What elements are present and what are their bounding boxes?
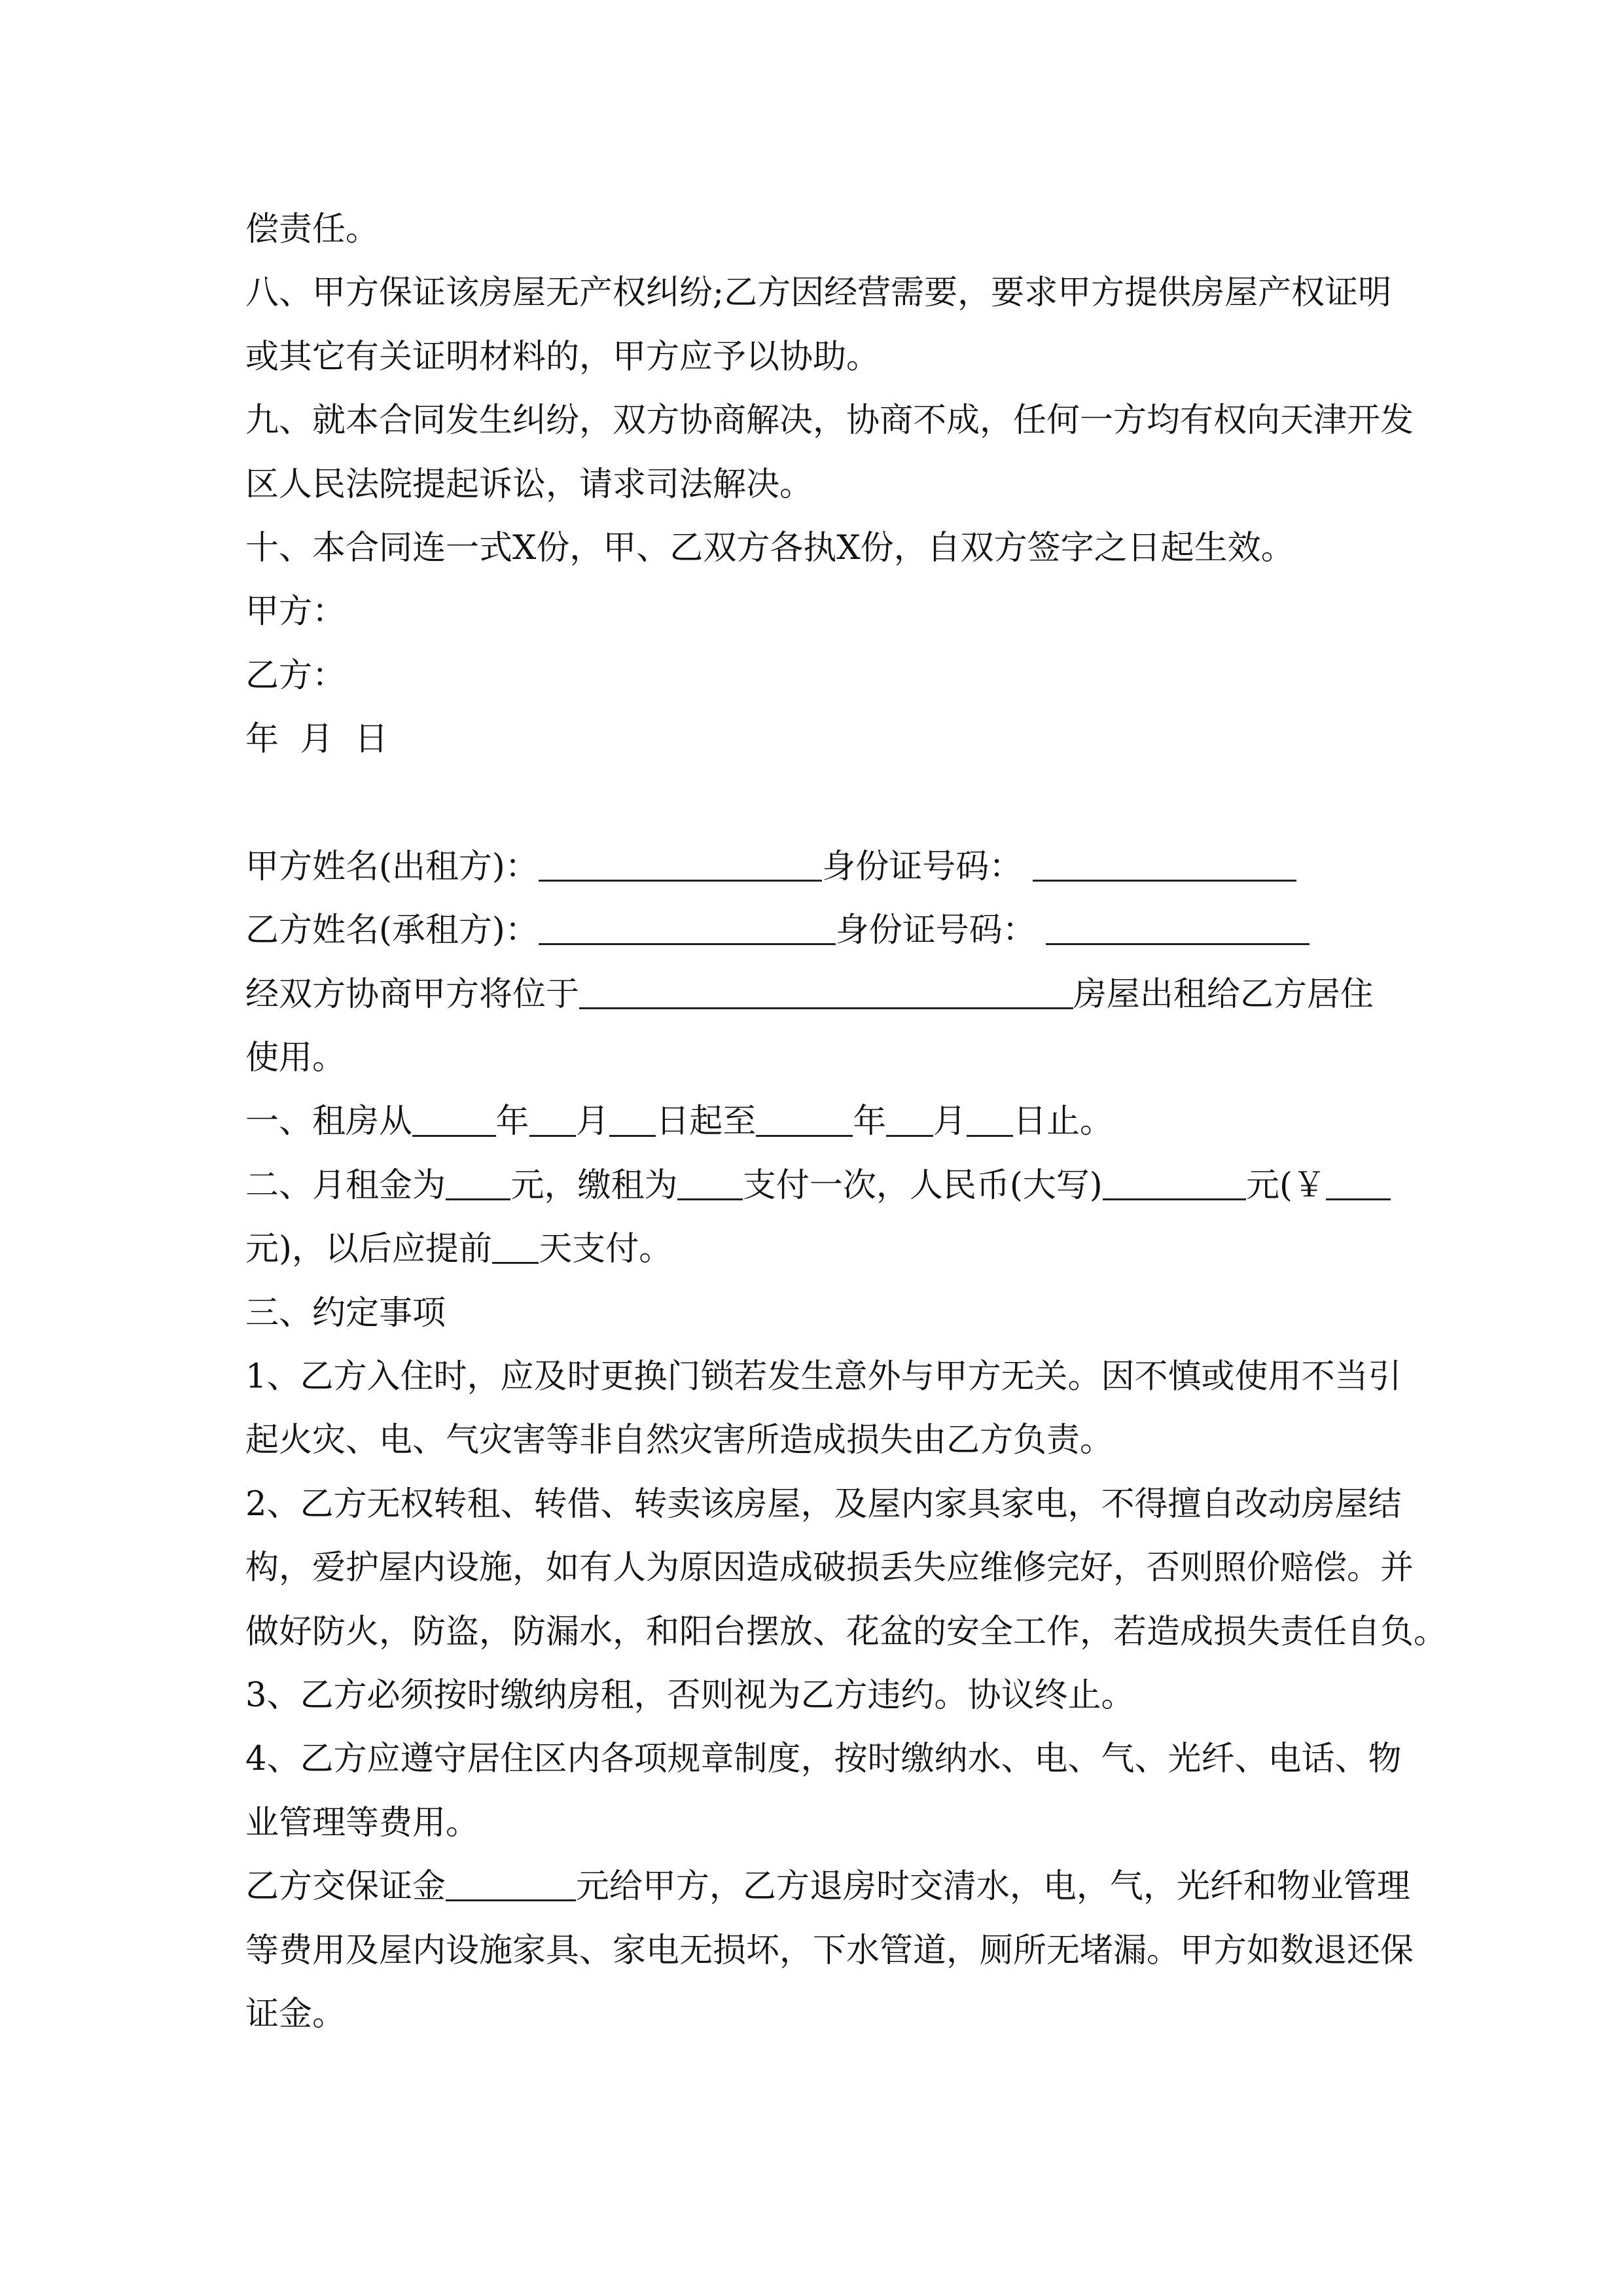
month-label: 月 — [933, 1102, 967, 1141]
tenant-row — [245, 899, 1379, 962]
location-prefix: 经双方协商甲方将位于 — [245, 975, 580, 1014]
month-label: 月 — [575, 1102, 609, 1141]
payment-period-field[interactable] — [677, 1168, 742, 1200]
clause-8: 八、甲方保证该房屋无产权纠纷;乙方因经营需要，要求甲方提供房屋产权证明 — [245, 274, 1392, 313]
end-year-field[interactable] — [756, 1105, 853, 1137]
id-label: 身份证号码： — [835, 911, 1036, 950]
deposit-field[interactable] — [446, 1869, 576, 1901]
rent-text: 元，缴租为 — [510, 1166, 678, 1205]
tenant-id-field[interactable] — [1046, 914, 1310, 946]
rent-text: 支付一次，人民币(大写) — [742, 1166, 1103, 1205]
rent-label: 二、月租金为 — [245, 1166, 446, 1205]
rent-text: 元)，以后应提前 — [245, 1230, 492, 1269]
deposit-row — [245, 1855, 1410, 1918]
text-line: 使用。 — [245, 1039, 346, 1078]
start-month-field[interactable] — [529, 1105, 576, 1137]
landlord-name-field[interactable] — [539, 850, 823, 882]
clause-line: 做好防火，防盗，防漏水，和阳台摆放、花盆的安全工作，若造成损失责任自负。 — [245, 1612, 1448, 1651]
document-page — [245, 198, 1448, 2046]
year-label: 年 — [853, 1102, 887, 1141]
year-label: 年 — [495, 1102, 529, 1141]
clause-9: 九、就本合同发生纠纷，双方协商解决，协商不成，任何一方均有权向天津开发 — [245, 401, 1414, 440]
end-month-field[interactable] — [886, 1105, 933, 1137]
day-label: 日止。 — [1013, 1102, 1114, 1141]
amount-number-field[interactable] — [1326, 1168, 1391, 1200]
advance-days-field[interactable] — [492, 1232, 539, 1264]
text-line: 区人民法院提起诉讼，请求司法解决。 — [245, 465, 813, 504]
rent-text: 天支付。 — [539, 1230, 673, 1269]
start-year-field[interactable] — [412, 1105, 496, 1137]
rent-row — [245, 1154, 1379, 1217]
location-field[interactable] — [579, 977, 1073, 1009]
deposit-line: 证金。 — [245, 1994, 346, 2034]
location-row — [245, 963, 1379, 1026]
monthly-rent-field[interactable] — [446, 1168, 510, 1200]
clause-line: 业管理等费用。 — [245, 1803, 480, 1842]
deposit-text: 元给甲方，乙方退房时交清水，电，气，光纤和物业管理 — [575, 1867, 1410, 1907]
clause-line: 4、乙方应遵守居住区内各项规章制度，按时缴纳水、电、气、光纤、电话、物 — [245, 1740, 1402, 1779]
clause-line: 构，爱护屋内设施，如有人为原因造成破损丢失应维修完好，否则照价赔偿。并 — [245, 1549, 1414, 1588]
rent-row-cont — [245, 1217, 1379, 1281]
tenant-label: 乙方姓名(承租方)： — [245, 911, 539, 950]
id-label: 身份证号码： — [822, 847, 1023, 886]
term-label: 一、租房从 — [245, 1102, 413, 1141]
text-line: 或其它有关证明材料的，甲方应予以协助。 — [245, 337, 880, 376]
day-label: 日起至 — [656, 1102, 757, 1141]
term-row — [245, 1090, 1379, 1153]
landlord-row — [245, 835, 1379, 899]
party-a-signature: 甲方： — [245, 592, 346, 632]
clause-line: 3、乙方必须按时缴纳房租，否则视为乙方违约。协议终止。 — [245, 1676, 1135, 1715]
spacer — [245, 772, 1379, 835]
amount-words-field[interactable] — [1103, 1168, 1246, 1200]
party-b-signature: 乙方： — [245, 656, 346, 695]
landlord-label: 甲方姓名(出租方)： — [245, 847, 539, 886]
date-line: 年 月 日 — [245, 720, 388, 759]
landlord-id-field[interactable] — [1033, 850, 1296, 882]
tenant-name-field[interactable] — [539, 914, 836, 946]
deposit-line: 等费用及屋内设施家具、家电无损坏，下水管道，厕所无堵漏。甲方如数退还保 — [245, 1931, 1414, 1970]
clause-line: 1、乙方入住时，应及时更换门锁若发生意外与甲方无关。因不慎或使用不当引 — [245, 1357, 1402, 1397]
rent-text: 元(￥ — [1246, 1166, 1326, 1205]
agreements-title: 三、约定事项 — [245, 1293, 446, 1333]
clause-line: 起火灾、电、气灾害等非自然灾害所造成损失由乙方负责。 — [245, 1421, 1114, 1460]
clause-line: 2、乙方无权转租、转借、转卖该房屋，及屋内家具家电，不得擅自改动房屋结 — [245, 1484, 1402, 1524]
deposit-label: 乙方交保证金 — [245, 1867, 446, 1907]
location-suffix: 房屋出租给乙方居住 — [1073, 975, 1374, 1014]
start-day-field[interactable] — [609, 1105, 656, 1137]
clause-10: 十、本合同连一式X份，甲、乙双方各执X份，自双方签字之日起生效。 — [245, 528, 1294, 567]
end-day-field[interactable] — [967, 1105, 1013, 1137]
text-line: 偿责任。 — [245, 210, 380, 249]
